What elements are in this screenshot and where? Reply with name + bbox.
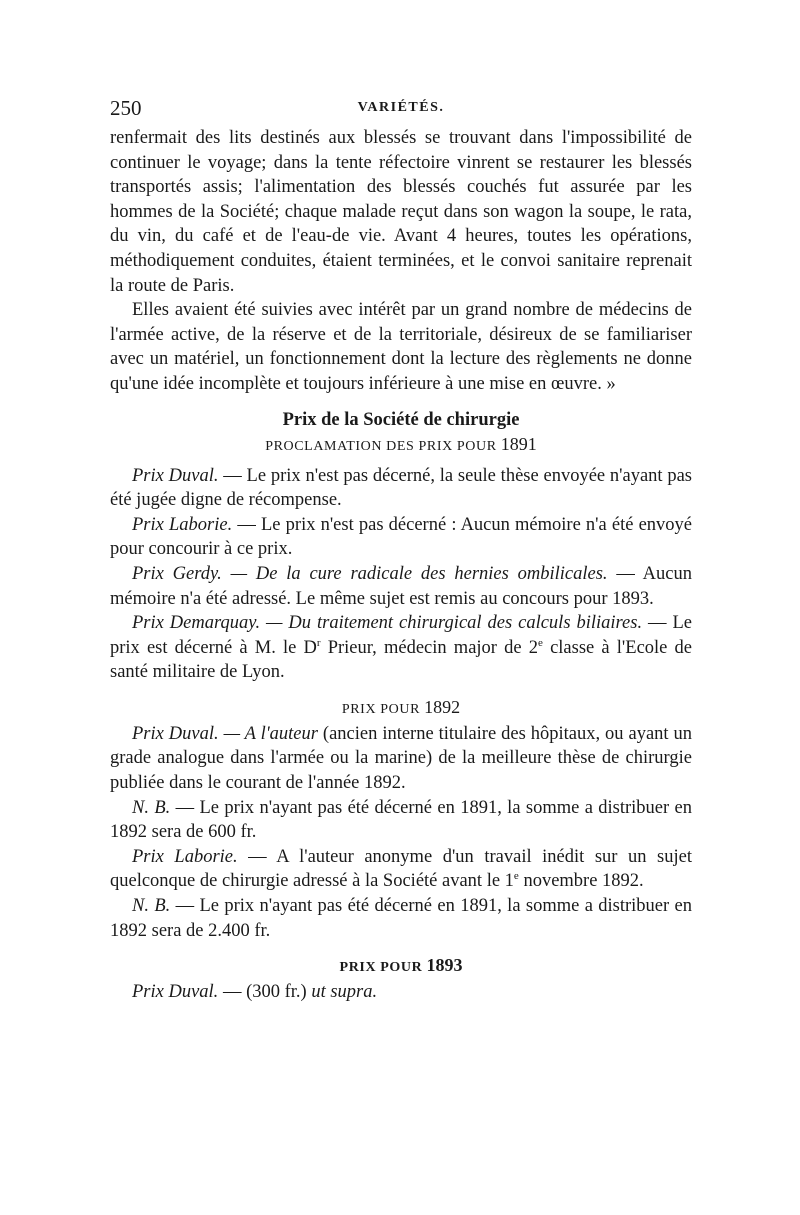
prize-text: — A l'auteur anonyme d'un travail inédit sur un sujet quelconque de chirurgie adressé à la Société avant le 1 — [110, 846, 692, 892]
superscript: e — [538, 636, 543, 649]
prize-1892-duval — [110, 722, 692, 796]
heading-1892 — [110, 695, 692, 722]
prize-1892-nb-2 — [110, 894, 692, 943]
prize-text: (ancien interne titulaire des hôpitaux, ou ayant un grade analogue dans l'armée ou la marine) de la meilleure thèse de chirurgie publiée dans le courant de l'année 1892. — [110, 723, 693, 794]
prize-text: — Le prix n'ayant pas été décerné en 1891, la somme a distribuer en 1892 sera de 2.400 fr. — [110, 896, 693, 941]
superscript: r — [316, 636, 321, 649]
prize-name: Prix Laborie. — [132, 846, 238, 867]
prize-subject: — Du traitement chirurgical des calculs biliaires. — [260, 613, 643, 634]
prize-text: — Le prix n'est pas décerné : Aucun mémoire n'a été envoyé pour concourir à ce prix. — [110, 514, 692, 560]
heading-1893 — [110, 953, 692, 980]
prize-name: Prix Duval. — [132, 723, 219, 744]
heading-prefix: PRIX POUR — [341, 701, 421, 717]
section-subtitle — [110, 433, 692, 458]
prize-text: novembre 1892. — [518, 871, 644, 892]
running-header — [110, 96, 692, 126]
heading-year: 1893 — [426, 955, 463, 976]
prize-1891-laborie — [110, 513, 692, 562]
prize-1891-gerdy — [110, 562, 692, 611]
prize-1891-duval — [110, 464, 692, 513]
superscript: e — [513, 870, 519, 883]
prize-text: — Le prix n'ayant pas été décerné en 1891, la somme a distribuer en 1892 sera de 600 fr. — [110, 797, 693, 843]
running-title: VARIÉTÉS. — [357, 100, 445, 115]
prize-name: Prix Duval. — [132, 982, 219, 1003]
prize-reference: ut supra. — [311, 982, 378, 1003]
heading-year: 1892 — [424, 696, 461, 717]
prize-text: — Le prix n'est pas décerné, la seule thèse envoyée n'ayant pas été jugée digne de récompense. — [110, 465, 692, 511]
prize-text: — Le prix est décerné à M. le D — [110, 613, 692, 658]
section-title: Prix de la Société de chirurgie — [282, 409, 520, 430]
prize-1891-demarquay — [110, 611, 692, 685]
section-subtitle-year: 1891 — [500, 433, 537, 454]
paragraph-medecins: Elles avaient été suivies avec intérêt par un grand nombre de médecins de l'armée active, de la réserve et de la territoriale, désireux de se familiariser avec un matériel, un fonctionnement dont la lecture des règlements ne donne qu'une idée incomplète et toujours inférieure à une mise en œuvre. » — [110, 300, 692, 394]
prize-name: Prix Gerdy. — [132, 563, 222, 584]
prize-1892-nb-1 — [110, 796, 692, 845]
prize-1893-duval — [110, 980, 692, 1005]
prize-text: classe à l'Ecole de santé militaire de Lyon. — [110, 637, 693, 683]
nb-label: N. B. — [132, 797, 171, 818]
prize-subject: — De la cure radicale des hernies ombilicales. — [221, 563, 608, 584]
prize-name: Prix Laborie. — [132, 514, 233, 535]
prize-text: — (300 fr.) — [218, 982, 312, 1003]
prize-text: Prieur, médecin major de 2 — [320, 637, 539, 658]
page-number: 250 — [110, 96, 142, 120]
prize-text: — Aucun mémoire n'a été adressé. Le même sujet est remis au concours pour 1893. — [110, 563, 692, 609]
prize-name: Prix Demarquay. — [132, 613, 261, 634]
section-subtitle-prefix: PROCLAMATION DES PRIX POUR — [265, 438, 497, 454]
nb-label: N. B. — [132, 896, 171, 917]
prize-1892-laborie — [110, 845, 692, 894]
prize-name: Prix Duval. — [132, 465, 219, 486]
heading-prefix: PRIX POUR — [339, 960, 423, 976]
prize-subject: — A l'auteur — [218, 723, 318, 744]
paragraph-convoi: renfermait des lits destinés aux blessés se trouvant dans l'impossibilité de continuer le voyage; dans la tente réfectoire vinrent se restaurer les blessés transportés assis; l'alimentation des blessés couchés fut assurée par les hommes de la Société; chaque malade reçut dans son wagon la soupe, le rata, du vin, du café et de l'eau-de vie. Avant 4 heures, toutes les opérations, méthodiquement conduites, étaient terminées, et le convoi sanitaire reprenait la route de Paris. — [110, 128, 692, 296]
